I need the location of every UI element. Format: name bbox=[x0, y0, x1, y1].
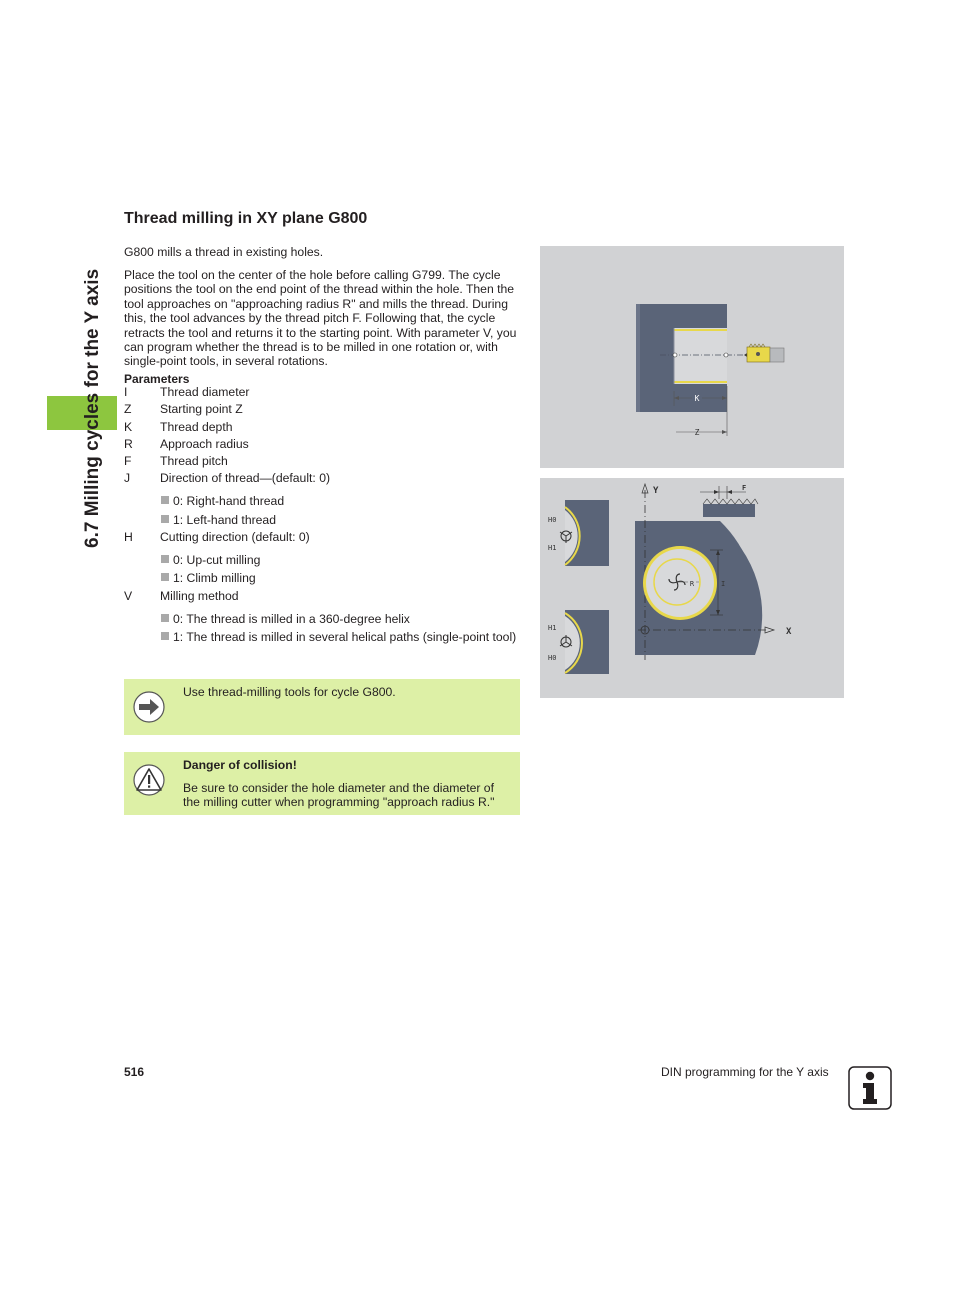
figure-thread-top-view bbox=[540, 478, 844, 698]
warning-text: Be sure to consider the hole diameter and the diameter of the milling cutter when programming "approach radius R." bbox=[183, 781, 495, 810]
param-key: K bbox=[124, 420, 133, 434]
option-text: 1: Left-hand thread bbox=[173, 513, 276, 527]
param-label: Thread diameter bbox=[160, 385, 250, 399]
side-view-drawing bbox=[540, 246, 844, 468]
option-text: 1: The thread is milled in several helical paths (single-point tool) bbox=[173, 630, 517, 644]
dim-label-k: K bbox=[694, 394, 700, 403]
note-box bbox=[124, 679, 520, 735]
section-title-vertical bbox=[68, 214, 116, 554]
option-item bbox=[161, 553, 519, 568]
bullet-square-icon bbox=[161, 573, 169, 581]
arrow-right-icon bbox=[133, 691, 165, 723]
param-label: Thread depth bbox=[160, 420, 233, 434]
bullet-square-icon bbox=[161, 555, 169, 563]
dim-label-r: R bbox=[689, 580, 695, 588]
bullet-square-icon bbox=[161, 614, 169, 622]
section-title-text: 6.7 Milling cycles for the Y axis bbox=[82, 268, 103, 548]
bullet-square-icon bbox=[161, 496, 169, 504]
option-text: 0: Right-hand thread bbox=[173, 494, 285, 508]
option-item bbox=[161, 630, 519, 645]
param-key: J bbox=[124, 471, 131, 485]
label-h0-top: H0 bbox=[548, 516, 557, 524]
param-label: Milling method bbox=[160, 589, 239, 603]
param-key: H bbox=[124, 530, 133, 544]
param-key: Z bbox=[124, 402, 132, 416]
param-label: Cutting direction (default: 0) bbox=[160, 530, 310, 544]
param-key: R bbox=[124, 437, 133, 451]
page-title: Thread milling in XY plane G800 bbox=[124, 210, 368, 227]
dim-label-i: I bbox=[721, 580, 726, 588]
dim-label-f: F bbox=[742, 484, 747, 492]
option-text: 0: The thread is milled in a 360-degree helix bbox=[173, 612, 410, 626]
option-text: 0: Up-cut milling bbox=[173, 553, 261, 567]
param-label: Direction of thread—(default: 0) bbox=[160, 471, 331, 485]
warning-box bbox=[124, 752, 520, 815]
option-item bbox=[161, 571, 519, 586]
axis-label-x: X bbox=[786, 627, 792, 637]
label-h1-bottom: H1 bbox=[548, 624, 557, 632]
bullet-square-icon bbox=[161, 632, 169, 640]
chapter-title: DIN programming for the Y axis bbox=[661, 1065, 829, 1079]
description-text: Place the tool on the center of the hole before calling G799. The cycle positions the tool on the end point of the thread within the hole. Then the tool approaches on "approaching radius R" and mills the thread. During this, the tool advances by the thread pitch F. Following that, the cycle retracts the tool and returns it to the starting point. With parameter V, you can program whether the thread is to be milled in one rotation or, with single-point tools, in several rotations. bbox=[124, 268, 517, 369]
param-key: V bbox=[124, 589, 133, 603]
figure-thread-side-view bbox=[540, 246, 844, 468]
option-item bbox=[161, 494, 519, 509]
dim-label-z: Z bbox=[694, 428, 700, 437]
param-label: Thread pitch bbox=[160, 454, 228, 468]
param-label: Approach radius bbox=[160, 437, 249, 451]
info-icon bbox=[848, 1066, 892, 1110]
note-text: Use thread-milling tools for cycle G800. bbox=[183, 685, 396, 699]
parameters-heading: Parameters bbox=[124, 372, 190, 386]
option-text: 1: Climb milling bbox=[173, 571, 256, 585]
label-h1-top: H1 bbox=[548, 544, 557, 552]
axis-label-y: Y bbox=[653, 486, 659, 496]
option-item bbox=[161, 612, 519, 627]
param-key: F bbox=[124, 454, 132, 468]
option-item bbox=[161, 513, 519, 528]
intro-text: G800 mills a thread in existing holes. bbox=[124, 245, 324, 259]
warning-title: Danger of collision! bbox=[183, 758, 297, 772]
top-view-drawing bbox=[540, 478, 844, 698]
warning-triangle-icon bbox=[133, 764, 165, 796]
label-h0-bottom: H0 bbox=[548, 654, 557, 662]
page-number: 516 bbox=[124, 1065, 145, 1079]
bullet-square-icon bbox=[161, 515, 169, 523]
param-label: Starting point Z bbox=[160, 402, 243, 416]
param-key: I bbox=[124, 385, 128, 399]
